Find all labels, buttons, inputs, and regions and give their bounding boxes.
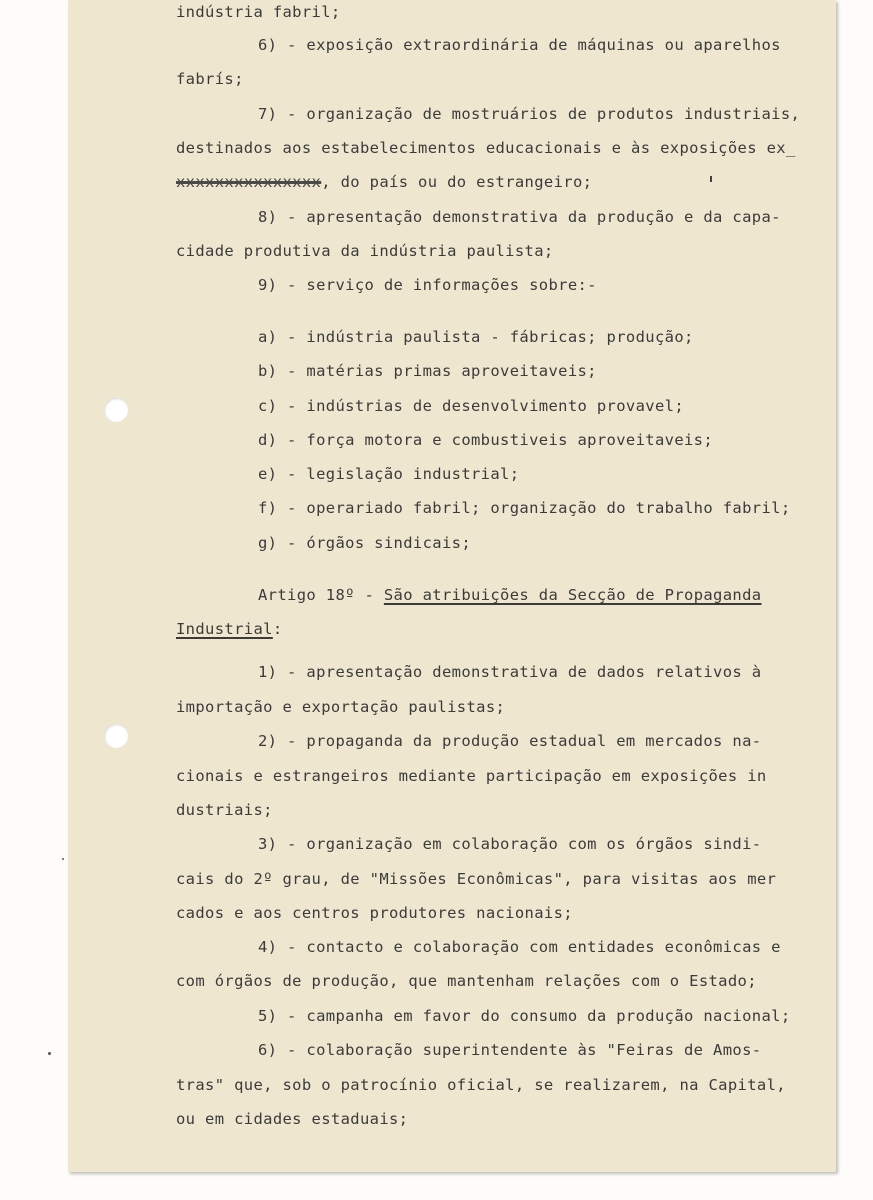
article-title: Industrial [176,620,273,638]
speck [62,858,64,860]
list-item: b) - matérias primas aproveitaveis; [258,362,597,380]
article-number: Artigo 18º - [258,586,384,604]
speck [48,1052,51,1055]
text-line: fabrís; [176,70,244,88]
text-line: cidade produtiva da indústria paulista; [176,242,554,260]
text-line: tras" que, sob o patrocínio oficial, se realizarem, na Capital, [176,1076,786,1094]
punch-hole-bottom [104,724,128,748]
text-line: cionais e estrangeiros mediante participação em exposições in [176,767,767,785]
text-line: 4) - contacto e colaboração com entidades econômicas e [258,938,781,956]
list-item: f) - operariado fabril; organização do trabalho fabril; [258,499,791,517]
list-item: a) - indústria paulista - fábricas; produção; [258,328,694,346]
text-line: 8) - apresentação demonstrativa da produção e da capa- [258,208,781,226]
text-line: 5) - campanha em favor do consumo da produção nacional; [258,1007,791,1025]
text-line: 1) - apresentação demonstrativa de dados relativos à [258,663,762,681]
text-line: indústria fabril; [176,3,341,21]
ink-mark [710,176,712,182]
text-segment: : [272,620,283,638]
list-item: e) - legislação industrial; [258,465,520,483]
punch-hole-top [104,398,128,422]
text-line: 6) - exposição extraordinária de máquinas ou aparelhos [258,36,781,54]
article-heading-continuation [176,619,283,639]
text-line: cados e aos centros produtores nacionais; [176,904,573,922]
list-item: c) - indústrias de desenvolvimento provavel; [258,397,684,415]
text-line: dustriais; [176,801,273,819]
list-item: d) - força motora e combustiveis aproveitaveis; [258,431,714,449]
text-line: 3) - organização em colaboração com os órgãos sindi- [258,835,762,853]
text-line: 7) - organização de mostruários de produtos industriais, [258,105,801,123]
text-line: destinados aos estabelecimentos educacionais e às exposições ex_ [176,139,796,157]
list-item: g) - órgãos sindicais; [258,534,471,552]
article-title: São atribuições da Secção de Propaganda [383,586,762,604]
text-line: 6) - colaboração superintendente às "Feiras de Amos- [258,1041,762,1059]
text-segment: , do país ou do estrangeiro; [321,173,593,191]
text-line: cais do 2º grau, de "Missões Econômicas", para visitas aos mer [176,870,777,888]
text-line [176,172,592,192]
text-line: 2) - propaganda da produção estadual em mercados na- [258,732,762,750]
struck-out-text: xxxxxxxxxxxxxxx [176,173,322,191]
text-line: com órgãos de produção, que mantenham relações com o Estado; [176,972,757,990]
article-heading [258,585,761,605]
text-line: ou em cidades estaduais; [176,1110,409,1128]
text-line: 9) - serviço de informações sobre:- [258,276,597,294]
text-line: importação e exportação paulistas; [176,698,506,716]
